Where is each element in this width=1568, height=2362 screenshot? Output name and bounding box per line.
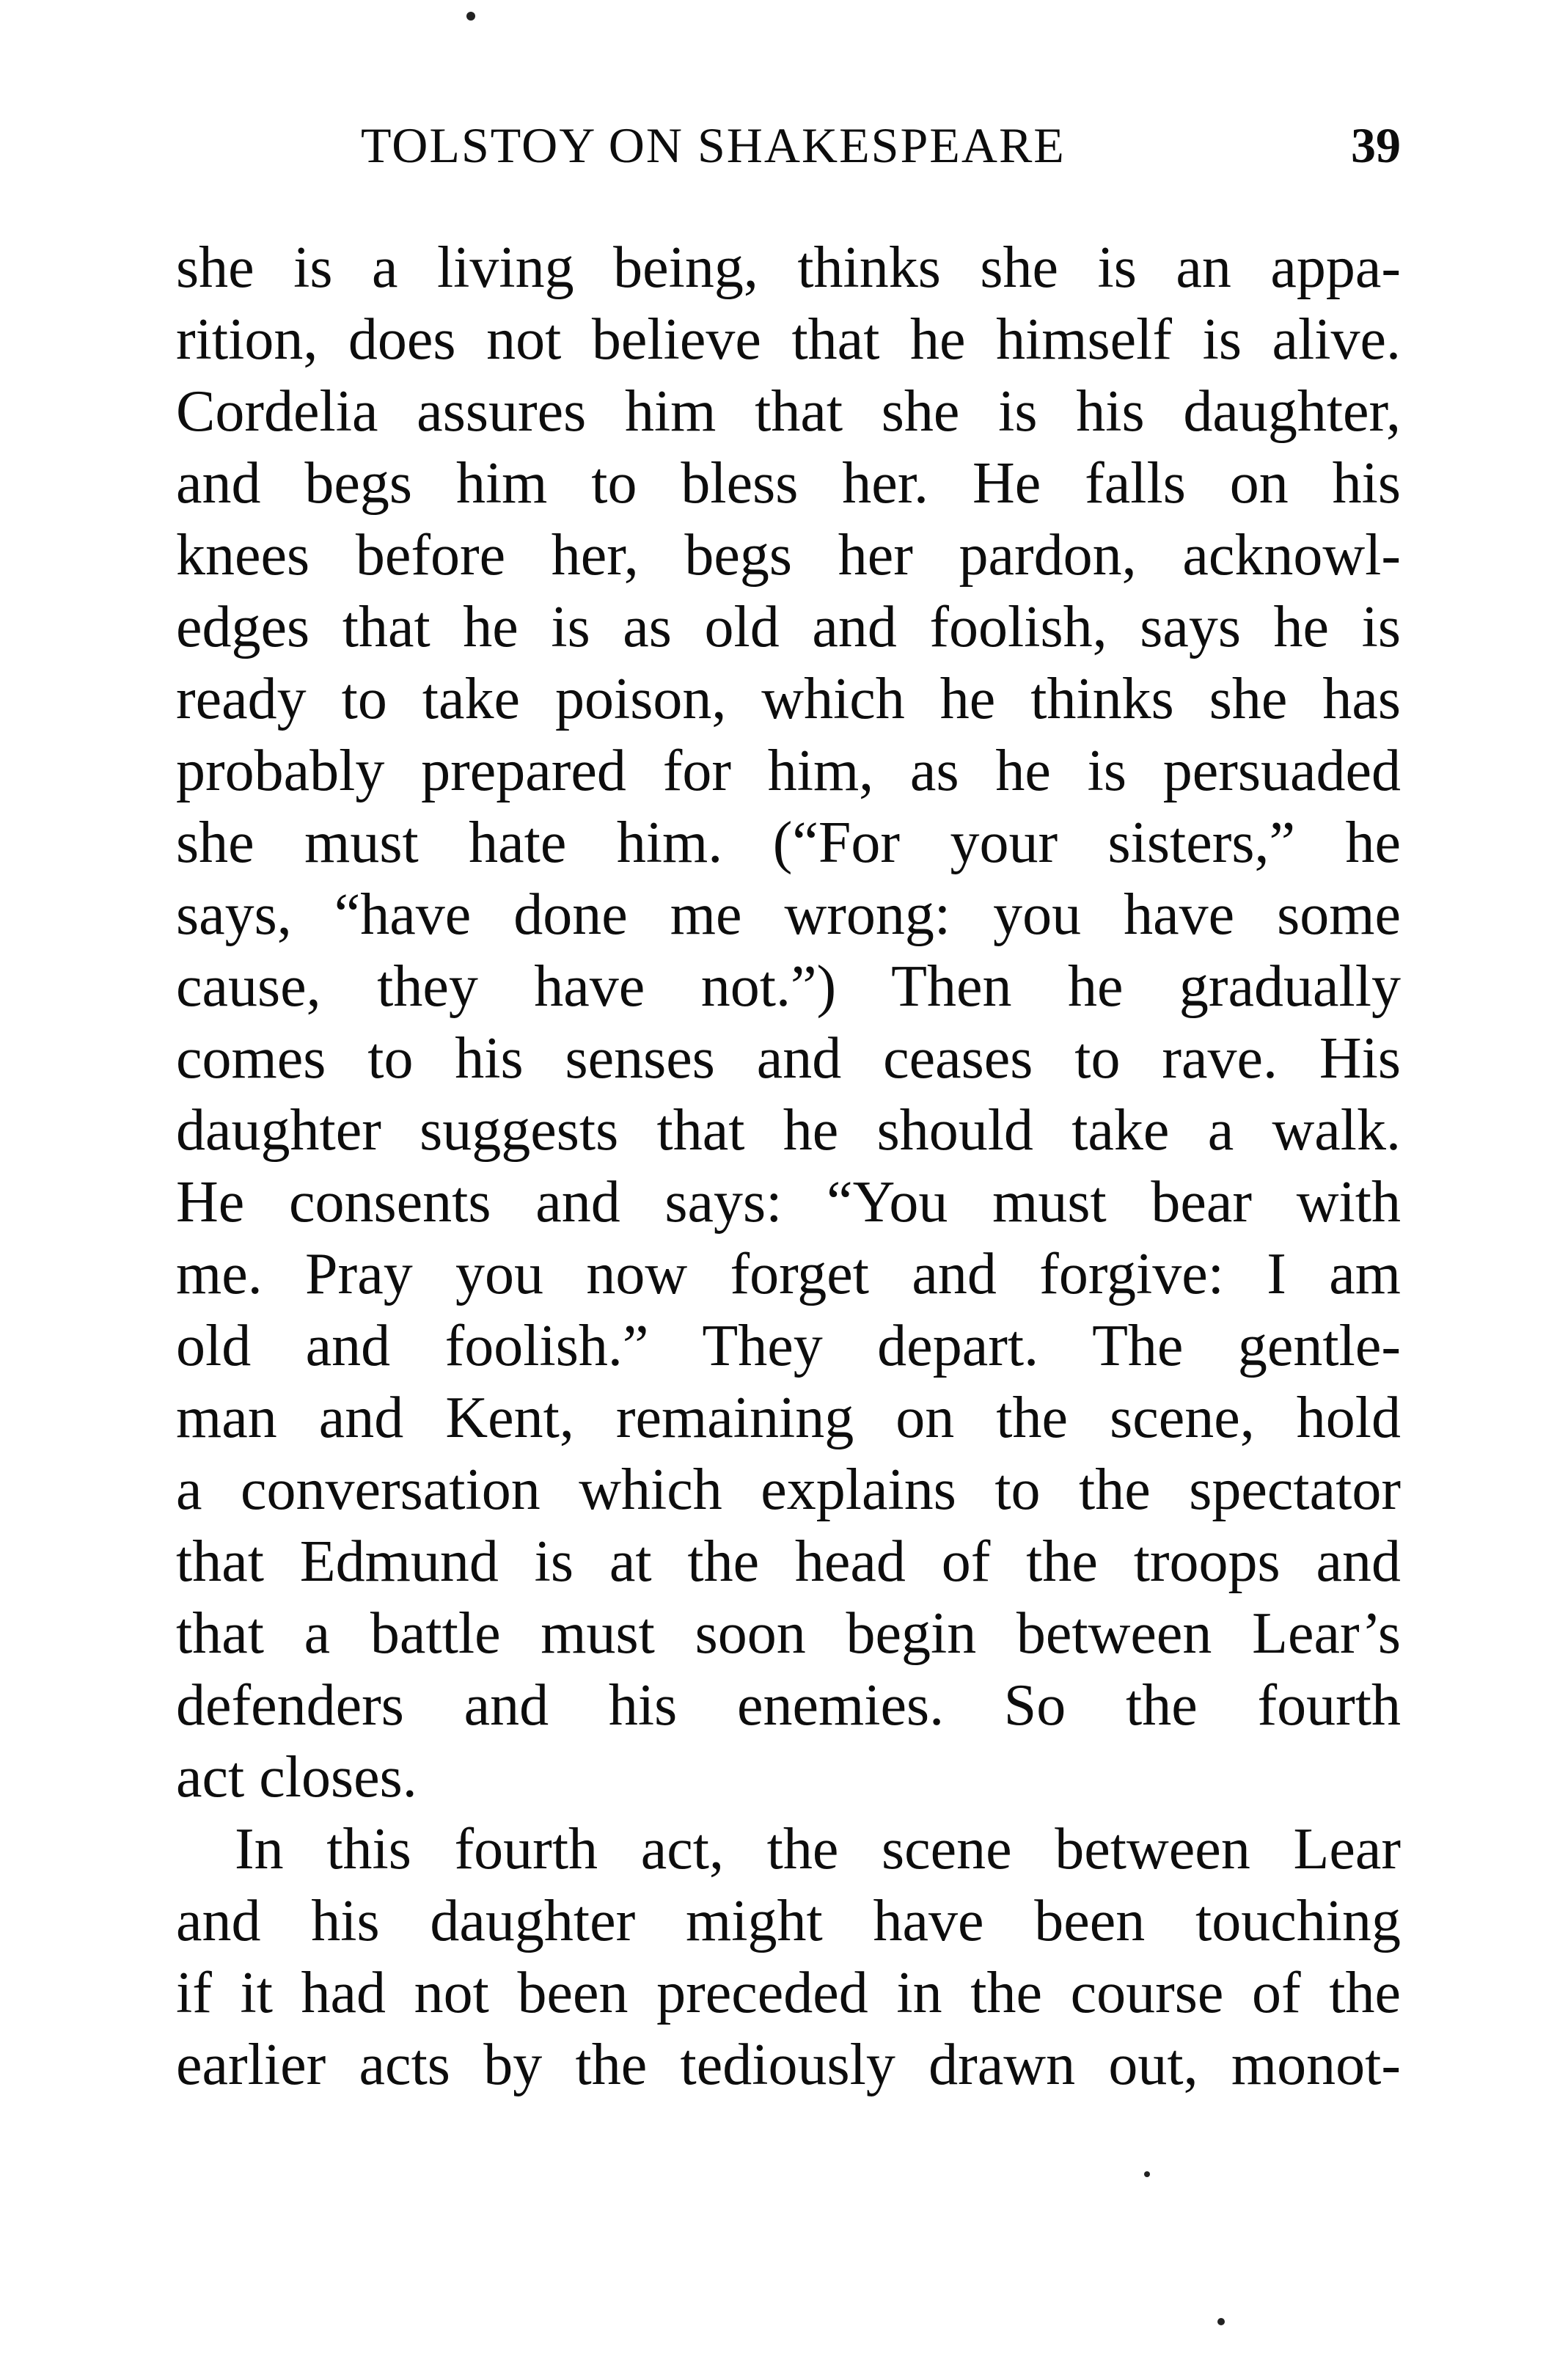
text-line: earlier acts by the tediously drawn out, monot- xyxy=(176,2033,1401,2097)
page-number: 39 xyxy=(1351,117,1401,173)
body-text xyxy=(176,232,1401,2101)
text-line: daughter suggests that he should take a walk. xyxy=(176,1098,1401,1163)
text-line: knees before her, begs her pardon, acknowl- xyxy=(176,523,1401,588)
print-speck xyxy=(1144,2171,1150,2177)
text-line: act closes. xyxy=(176,1745,417,1810)
text-line: says, “have done me wrong: you have some xyxy=(176,882,1401,947)
print-speck xyxy=(1217,2318,1225,2325)
text-line: me. Pray you now forget and forgive: I am xyxy=(176,1242,1401,1306)
text-line: a conversation which explains to the spectator xyxy=(176,1458,1401,1522)
text-line: Cordelia assures him that she is his daughter, xyxy=(176,379,1401,444)
print-speck xyxy=(466,12,475,21)
text-line: old and foolish.” They depart. The gentle- xyxy=(176,1314,1401,1378)
text-line: He consents and says: “You must bear with xyxy=(176,1170,1401,1235)
text-line: if it had not been preceded in the course of the xyxy=(176,1961,1401,2025)
text-line: edges that he is as old and foolish, says he is xyxy=(176,595,1401,659)
page-header xyxy=(176,116,1401,175)
text-line: she must hate him. (“For your sisters,” he xyxy=(176,811,1401,875)
text-line: and his daughter might have been touching xyxy=(176,1889,1401,1953)
text-line: she is a living being, thinks she is an appa- xyxy=(176,235,1401,300)
text-line: probably prepared for him, as he is persuaded xyxy=(176,739,1401,803)
text-line: defenders and his enemies. So the fourth xyxy=(176,1673,1401,1738)
text-line: that a battle must soon begin between Lear’s xyxy=(176,1601,1401,1666)
text-line: that Edmund is at the head of the troops and xyxy=(176,1529,1401,1594)
text-line: man and Kent, remaining on the scene, hold xyxy=(176,1386,1401,1450)
text-line: comes to his senses and ceases to rave. His xyxy=(176,1026,1401,1091)
text-line: rition, does not believe that he himself is alive. xyxy=(176,307,1401,372)
text-line: In this fourth act, the scene between Lear xyxy=(235,1817,1401,1882)
text-line: and begs him to bless her. He falls on his xyxy=(176,451,1401,516)
text-line: ready to take poison, which he thinks she has xyxy=(176,667,1401,731)
running-title: TOLSTOY ON SHAKESPEARE xyxy=(361,117,1066,173)
text-line: cause, they have not.”) Then he gradually xyxy=(176,954,1401,1019)
